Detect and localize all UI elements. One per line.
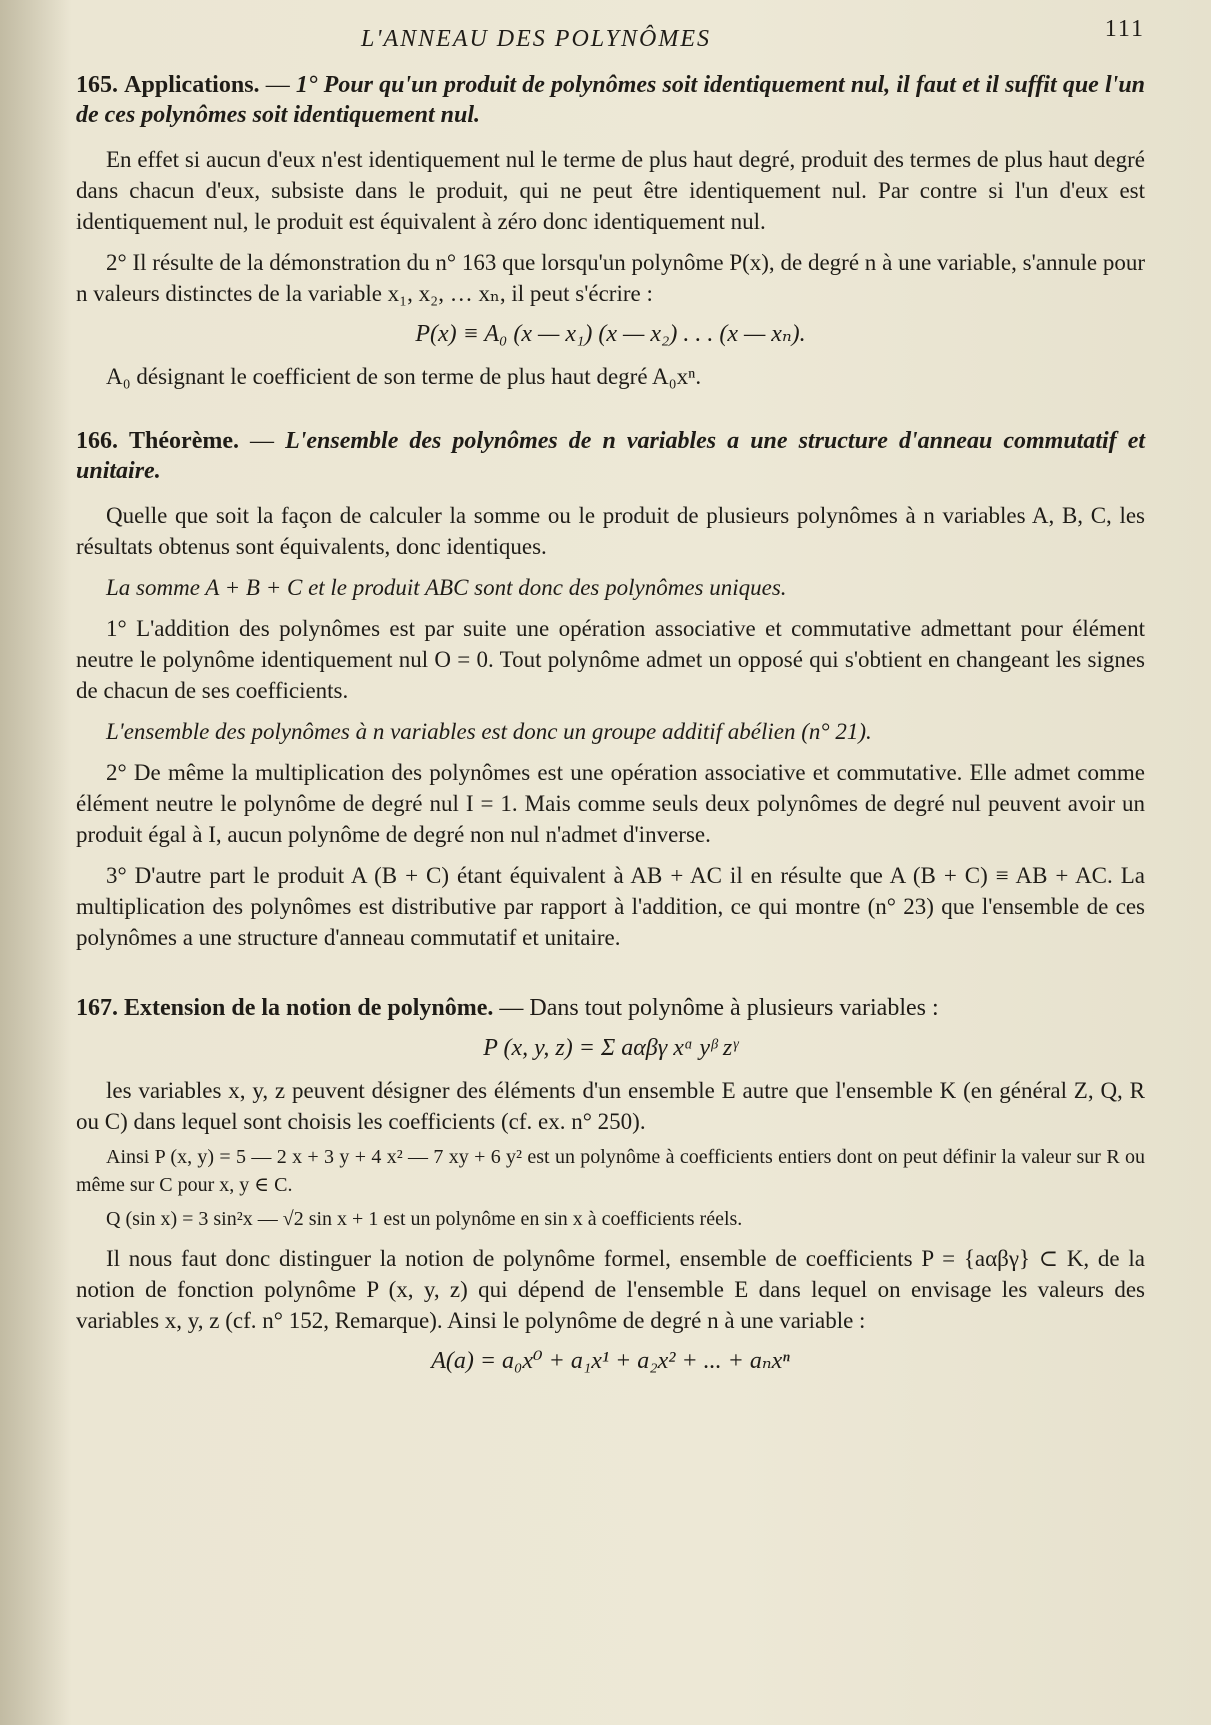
section-number: 167. — [76, 995, 118, 1021]
paragraph: 1° L'addition des polynômes est par suite une opération associative et commutative admettant pour élément neutre le polynôme identiquement nul O = 0. Tout polynôme admet un opposé qui s'obtient en changeant les signes de chacun de ses coefficients. — [76, 616, 1145, 703]
paragraph: L'ensemble des polynômes à n variables est donc un groupe additif abélien (n° 21). — [106, 719, 872, 744]
formula: A(a) = a₀x⁰ + a₁x¹ + a₂x² + ... + aₙxⁿ — [431, 1348, 790, 1374]
section-167 — [76, 993, 1145, 1378]
section-165 — [76, 70, 1145, 392]
formula: P(x) ≡ A₀ (x — x₁) (x — x₂) . . . (x — xₙ). — [415, 321, 806, 347]
section-title: Applications. — [124, 72, 260, 98]
section-167-heading — [76, 993, 1145, 1023]
section-number: 166. — [76, 428, 118, 454]
formula: P (x, y, z) = Σ aαβγ xᵅ yᵝ zᵞ — [483, 1035, 738, 1061]
section-statement: L'ensemble des polynômes de n variables a une structure d'anneau commutatif et unitaire. — [76, 428, 1146, 484]
example-paragraph: Ainsi P (x, y) = 5 — 2 x + 3 y + 4 x² — 7 xy + 6 y² est un polynôme à coefficients entiers dont on peut définir la valeur sur R ou même sur C pour x, y ∈ C. — [76, 1146, 1145, 1196]
paragraph: La somme A + B + C et le produit ABC sont donc des polynômes uniques. — [106, 575, 787, 600]
paragraph: Quelle que soit la façon de calculer la somme ou le produit de plusieurs polynômes à n variables A, B, C, les résultats obtenus sont équivalents, donc identiques. — [76, 503, 1145, 559]
section-number: 165. — [76, 72, 118, 98]
section-title: Extension de la notion de polynôme. — [124, 995, 494, 1021]
running-head — [76, 16, 1145, 52]
paragraph: 3° D'autre part le produit A (B + C) étant équivalent à AB + AC il en résulte que A (B + C) ≡ AB + AC. La multiplication des polynômes est distributive par rapport à l'addition, ce qui montre (n° 23) que l'ensemble de ces polynômes a une structure d'anneau commutatif et unitaire. — [76, 863, 1145, 950]
title-dash: — — [239, 428, 286, 454]
paragraph: 2° De même la multiplication des polynômes est une opération associative et commutative. Elle admet comme élément neutre le polynôme de degré nul I = 1. Mais comme seuls deux polynômes de degré nul peuvent avoir un produit égal à I, aucun polynôme de degré non nul n'admet d'inverse. — [76, 760, 1145, 847]
page-number: 111 — [1104, 16, 1145, 42]
title-dash: — — [493, 995, 530, 1021]
paragraph: Il nous faut donc distinguer la notion de polynôme formel, ensemble de coefficients P = {aαβγ} ⊂ K, de la notion de fonction polynôme P (x, y, z) qui dépend de l'ensemble E dans lequel on envisage les valeurs des variables x, y, z (cf. n° 152, Remarque). Ainsi le polynôme de degré n à une variable : — [76, 1246, 1145, 1333]
paragraph: les variables x, y, z peuvent désigner des éléments d'un ensemble E autre que l'ensemble K (en général Z, Q, R ou C) dans lequel sont choisis les coefficients (cf. ex. n° 250). — [76, 1078, 1145, 1134]
paragraph: En effet si aucun d'eux n'est identiquement nul le terme de plus haut degré, produit des termes de plus haut degré dans chacun d'eux, subsiste dans le produit, qui ne peut être identiquement nul. Par contre si l'un d'eux est identiquement nul, le produit est équivalent à zéro donc identiquement nul. — [76, 147, 1145, 234]
section-lead: Dans tout polynôme à plusieurs variables : — [529, 995, 939, 1021]
section-166 — [76, 426, 1145, 953]
section-165-heading — [76, 70, 1145, 130]
section-title: Théorème. — [129, 428, 239, 454]
section-166-heading — [76, 426, 1145, 486]
paragraph: A₀ désignant le coefficient de son terme de plus haut degré A₀xⁿ. — [106, 364, 702, 389]
paragraph: 2° Il résulte de la démonstration du n° 163 que lorsqu'un polynôme P(x), de degré n à une variable, s'annule pour n valeurs distinctes de la variable x₁, x₂, … xₙ, il peut s'écrire : — [76, 250, 1145, 306]
title-dash: — — [259, 72, 296, 98]
example-paragraph: Q (sin x) = 3 sin²x — √2 sin x + 1 est un polynôme en sin x à coefficients réels. — [106, 1208, 743, 1230]
section-statement: 1° Pour qu'un produit de polynômes soit identiquement nul, il faut et il suffit que l'un de ces polynômes soit identiquement nul. — [76, 72, 1146, 128]
running-title: L'ANNEAU DES POLYNÔMES — [361, 26, 711, 52]
